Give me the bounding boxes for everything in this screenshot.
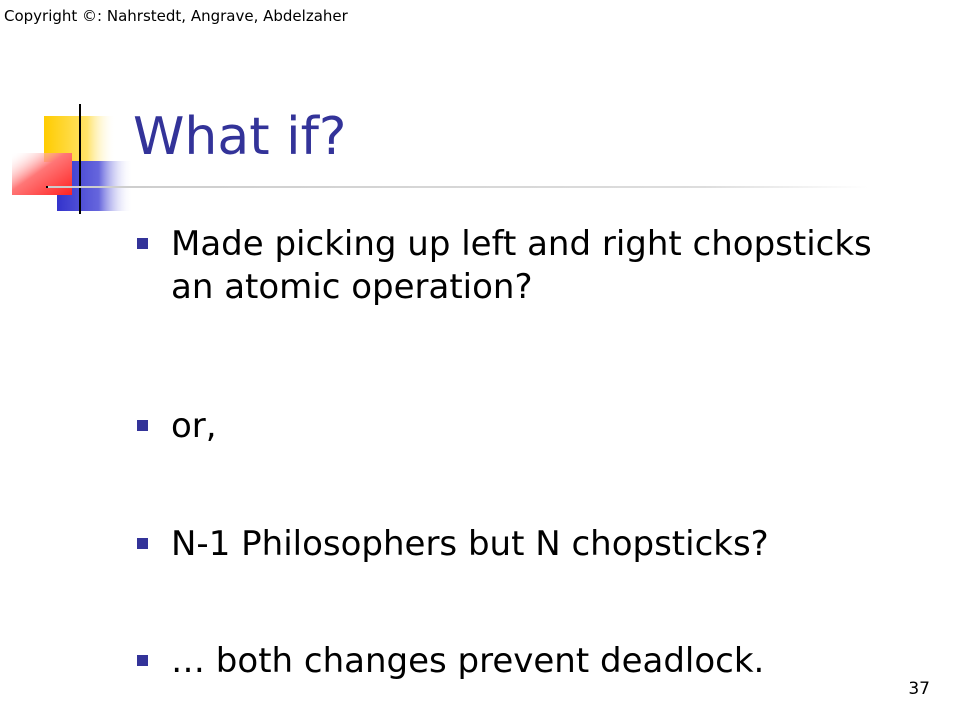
deco-red-square [12, 153, 72, 195]
bullet-marker-icon [137, 538, 148, 549]
bullet-item [133, 640, 891, 683]
bullet-item [133, 405, 891, 448]
bullet-text: or, [171, 406, 217, 446]
bullet-marker-icon [137, 655, 148, 666]
bullet-item [133, 223, 891, 309]
bullet-text: Made picking up left and right chopsticks an atomic operation? [171, 224, 872, 307]
bullet-marker-icon [137, 238, 148, 249]
slide-title: What if? [133, 107, 347, 167]
title-divider [48, 186, 868, 188]
bullet-item [133, 523, 891, 566]
slide-number: 37 [908, 679, 930, 699]
copyright-notice: Copyright ©: Nahrstedt, Angrave, Abdelzaher [4, 7, 348, 25]
bullet-marker-icon [137, 420, 148, 431]
bullet-text: … both changes prevent deadlock. [171, 641, 765, 681]
bullet-text: N-1 Philosophers but N chopsticks? [171, 524, 769, 564]
